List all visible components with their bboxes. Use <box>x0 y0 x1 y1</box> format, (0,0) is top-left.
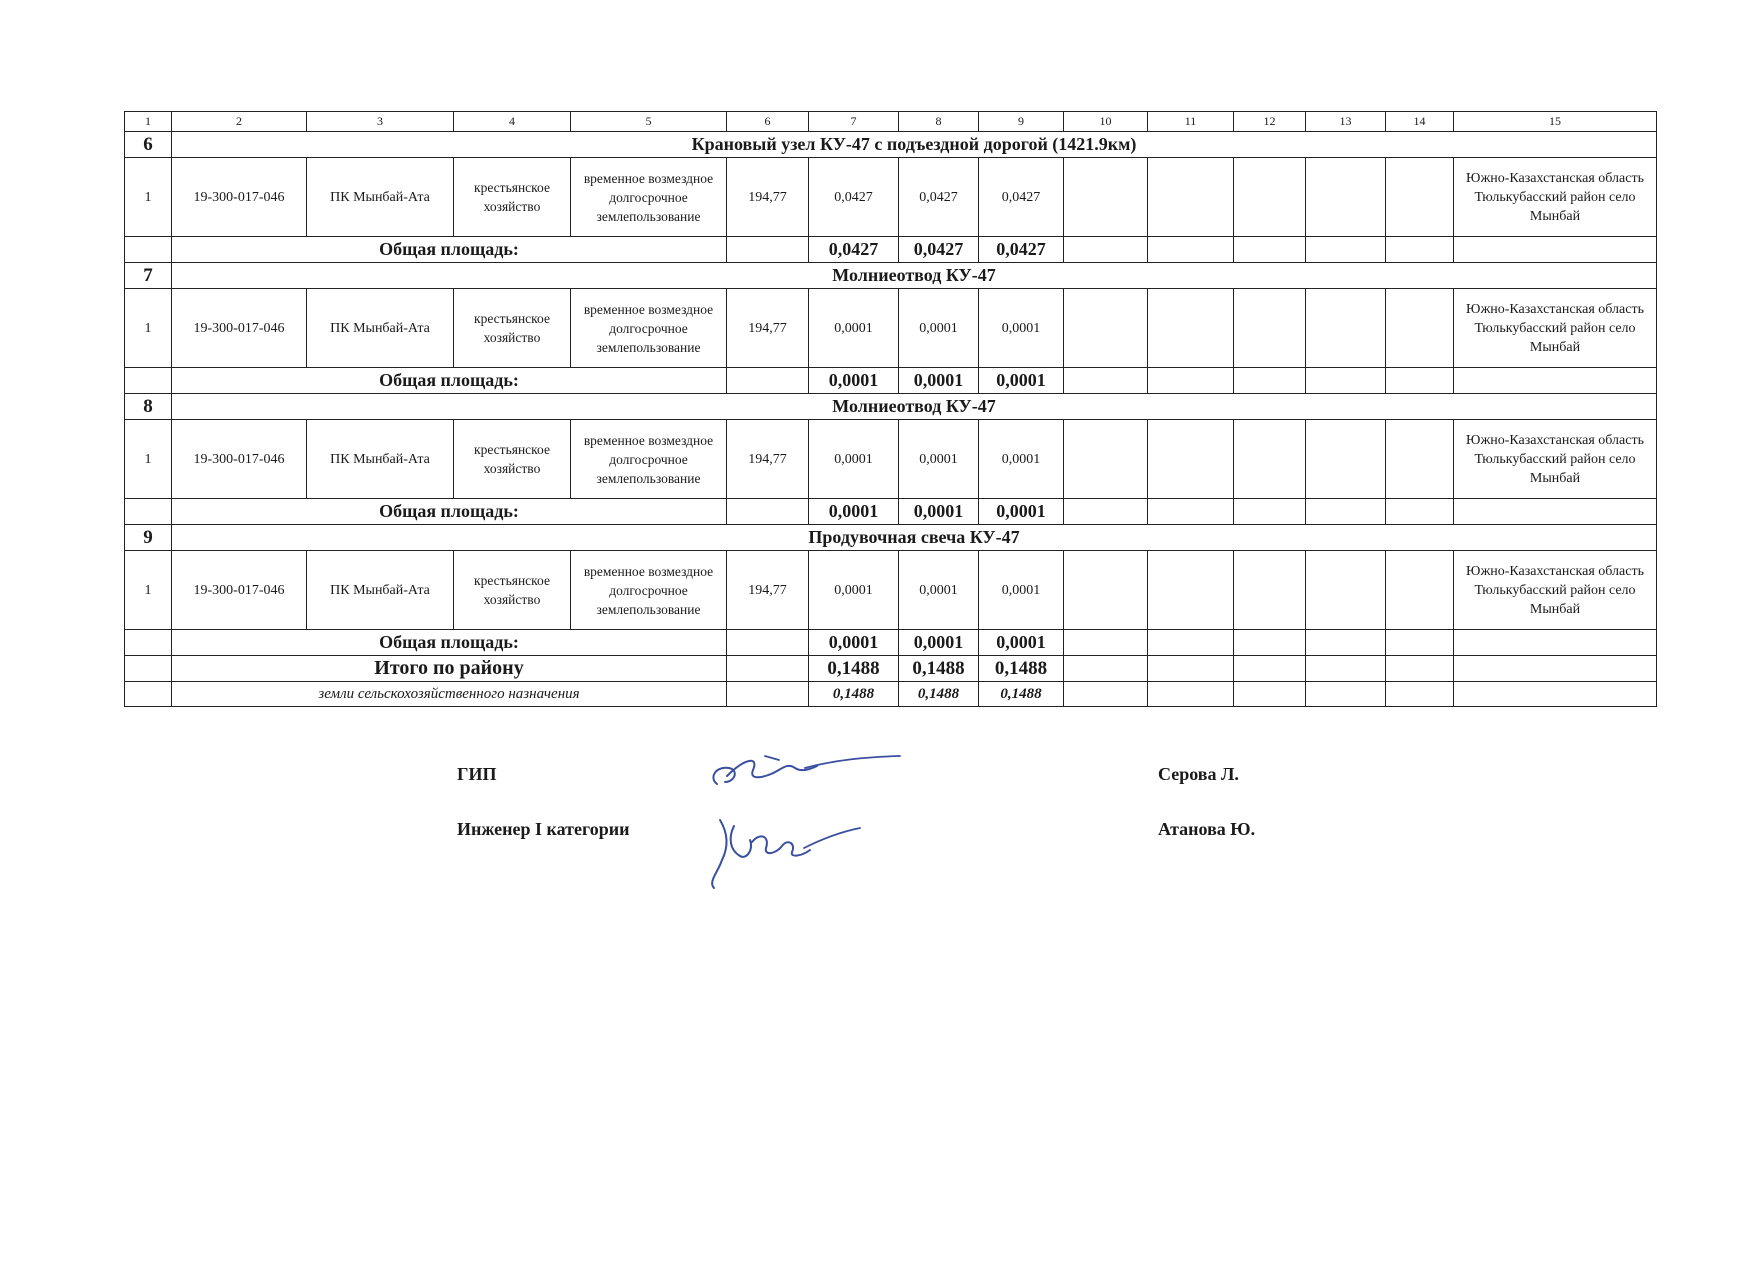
empty-cell-col11 <box>1148 158 1234 237</box>
empty-cell-col12 <box>1234 420 1306 499</box>
empty-cell-col12 <box>1234 551 1306 630</box>
handwritten-signature-gip <box>705 748 905 798</box>
land-category-value: 0,1488 <box>979 682 1064 707</box>
empty-cell-col14 <box>1386 289 1454 368</box>
land-category: крестьянское хозяйство <box>454 158 571 237</box>
column-number: 5 <box>571 112 727 132</box>
empty-cell-col15 <box>1454 682 1657 707</box>
subtotal-value: 0,0427 <box>899 237 979 263</box>
empty-cell-col13 <box>1306 420 1386 499</box>
subtotal-value: 0,0001 <box>899 499 979 525</box>
subtotal-value: 0,0001 <box>809 368 899 394</box>
cadastral-number: 19-300-017-046 <box>172 420 307 499</box>
section-number: 7 <box>125 263 172 289</box>
subtotal-label: Общая площадь: <box>172 237 727 263</box>
cadastral-number: 19-300-017-046 <box>172 289 307 368</box>
area-total: 194,77 <box>727 158 809 237</box>
table-row <box>125 158 1657 237</box>
empty-cell-col10 <box>1064 499 1148 525</box>
column-number-row <box>125 112 1657 132</box>
empty-cell-col10 <box>1064 630 1148 656</box>
area-col7: 0,0001 <box>809 551 899 630</box>
signature-role-gip: ГИП <box>457 764 497 784</box>
empty-cell-col15 <box>1454 237 1657 263</box>
subtotal-row <box>125 630 1657 656</box>
row-index: 1 <box>125 158 172 237</box>
subtotal-value: 0,0001 <box>899 630 979 656</box>
empty-cell-col14 <box>1386 682 1454 707</box>
area-col7: 0,0001 <box>809 289 899 368</box>
empty-cell-col11 <box>1148 237 1234 263</box>
empty-cell-col15 <box>1454 630 1657 656</box>
area-col8: 0,0427 <box>899 158 979 237</box>
district-total-label: Итого по району <box>172 656 727 682</box>
subtotal-value: 0,0001 <box>809 499 899 525</box>
subtotal-row <box>125 499 1657 525</box>
district-total-value: 0,1488 <box>899 656 979 682</box>
empty-cell-col10 <box>1064 237 1148 263</box>
section-title: Молниеотвод КУ-47 <box>172 263 1657 289</box>
column-number: 12 <box>1234 112 1306 132</box>
empty-cell-col10 <box>1064 551 1148 630</box>
land-allocation-table <box>124 111 1657 707</box>
signature-name-engineer: Атанова Ю. <box>1158 819 1256 839</box>
empty-cell-col10 <box>1064 656 1148 682</box>
area-col9: 0,0001 <box>979 551 1064 630</box>
empty-cell-col13 <box>1306 237 1386 263</box>
subtotal-value: 0,0001 <box>979 368 1064 394</box>
empty-cell-col6 <box>727 237 809 263</box>
empty-cell-col6 <box>727 368 809 394</box>
column-number: 1 <box>125 112 172 132</box>
empty-cell-col12 <box>1234 499 1306 525</box>
empty-cell-col15 <box>1454 656 1657 682</box>
empty-cell-col13 <box>1306 656 1386 682</box>
land-category-value: 0,1488 <box>809 682 899 707</box>
empty-cell-col13 <box>1306 499 1386 525</box>
column-number: 14 <box>1386 112 1454 132</box>
column-number: 15 <box>1454 112 1657 132</box>
subtotal-label: Общая площадь: <box>172 499 727 525</box>
table-row <box>125 551 1657 630</box>
column-number: 10 <box>1064 112 1148 132</box>
empty-cell-col11 <box>1148 499 1234 525</box>
land-category-label: земли сельскохозяйственного назначения <box>172 682 727 707</box>
empty-cell-col12 <box>1234 368 1306 394</box>
empty-cell-col13 <box>1306 158 1386 237</box>
handwritten-signature-engineer <box>700 810 870 890</box>
subtotal-value: 0,0427 <box>979 237 1064 263</box>
empty-cell-col10 <box>1064 368 1148 394</box>
column-number: 6 <box>727 112 809 132</box>
empty-cell <box>125 656 172 682</box>
area-col7: 0,0001 <box>809 420 899 499</box>
column-number: 3 <box>307 112 454 132</box>
row-index: 1 <box>125 289 172 368</box>
use-type: временное возмездное долгосрочное землепользование <box>571 551 727 630</box>
section-title-row <box>125 525 1657 551</box>
empty-cell-col15 <box>1454 499 1657 525</box>
empty-cell-col11 <box>1148 289 1234 368</box>
location: Южно-Казахстанская область Тюлькубасский район село Мынбай <box>1454 289 1657 368</box>
empty-cell-col10 <box>1064 682 1148 707</box>
empty-cell-col10 <box>1064 289 1148 368</box>
subtotal-label: Общая площадь: <box>172 630 727 656</box>
empty-cell-col13 <box>1306 551 1386 630</box>
land-user: ПК Мынбай-Ата <box>307 551 454 630</box>
use-type: временное возмездное долгосрочное землепользование <box>571 420 727 499</box>
subtotal-value: 0,0001 <box>899 368 979 394</box>
empty-cell-col11 <box>1148 551 1234 630</box>
empty-cell-col14 <box>1386 237 1454 263</box>
area-col9: 0,0427 <box>979 158 1064 237</box>
empty-cell-col12 <box>1234 656 1306 682</box>
empty-cell-col14 <box>1386 630 1454 656</box>
area-col8: 0,0001 <box>899 289 979 368</box>
cadastral-number: 19-300-017-046 <box>172 158 307 237</box>
area-col8: 0,0001 <box>899 420 979 499</box>
empty-cell-col11 <box>1148 368 1234 394</box>
empty-cell-col10 <box>1064 158 1148 237</box>
empty-cell-col12 <box>1234 682 1306 707</box>
empty-cell-col13 <box>1306 630 1386 656</box>
area-col8: 0,0001 <box>899 551 979 630</box>
column-number: 13 <box>1306 112 1386 132</box>
use-type: временное возмездное долгосрочное землепользование <box>571 289 727 368</box>
empty-cell-col14 <box>1386 368 1454 394</box>
land-category: крестьянское хозяйство <box>454 420 571 499</box>
section-title-row <box>125 394 1657 420</box>
section-title: Молниеотвод КУ-47 <box>172 394 1657 420</box>
section-title-row <box>125 132 1657 158</box>
empty-cell-col13 <box>1306 289 1386 368</box>
empty-cell-col14 <box>1386 656 1454 682</box>
empty-cell-col14 <box>1386 420 1454 499</box>
empty-cell-col12 <box>1234 289 1306 368</box>
section-title: Крановый узел КУ-47 с подъездной дорогой (1421.9км) <box>172 132 1657 158</box>
use-type: временное возмездное долгосрочное землепользование <box>571 158 727 237</box>
column-number: 4 <box>454 112 571 132</box>
subtotal-value: 0,0427 <box>809 237 899 263</box>
empty-cell-col11 <box>1148 420 1234 499</box>
subtotal-value: 0,0001 <box>809 630 899 656</box>
row-index: 1 <box>125 420 172 499</box>
empty-cell-col15 <box>1454 368 1657 394</box>
location: Южно-Казахстанская область Тюлькубасский район село Мынбай <box>1454 158 1657 237</box>
signature-name-gip: Серова Л. <box>1158 764 1239 784</box>
signature-role-engineer: Инженер I категории <box>457 819 630 839</box>
empty-cell-col6 <box>727 630 809 656</box>
land-category: крестьянское хозяйство <box>454 289 571 368</box>
cadastral-number: 19-300-017-046 <box>172 551 307 630</box>
location: Южно-Казахстанская область Тюлькубасский район село Мынбай <box>1454 420 1657 499</box>
section-number: 9 <box>125 525 172 551</box>
area-total: 194,77 <box>727 420 809 499</box>
column-number: 9 <box>979 112 1064 132</box>
land-user: ПК Мынбай-Ата <box>307 420 454 499</box>
subtotal-label: Общая площадь: <box>172 368 727 394</box>
location: Южно-Казахстанская область Тюлькубасский район село Мынбай <box>1454 551 1657 630</box>
column-number: 8 <box>899 112 979 132</box>
empty-cell-col11 <box>1148 682 1234 707</box>
empty-cell-col13 <box>1306 682 1386 707</box>
area-total: 194,77 <box>727 551 809 630</box>
column-number: 11 <box>1148 112 1234 132</box>
land-category-total-row <box>125 682 1657 707</box>
row-index: 1 <box>125 551 172 630</box>
section-title: Продувочная свеча КУ-47 <box>172 525 1657 551</box>
empty-cell-col13 <box>1306 368 1386 394</box>
section-number: 8 <box>125 394 172 420</box>
empty-cell-col11 <box>1148 656 1234 682</box>
empty-cell-col6 <box>727 656 809 682</box>
area-total: 194,77 <box>727 289 809 368</box>
subtotal-row <box>125 368 1657 394</box>
subtotal-row <box>125 237 1657 263</box>
table-row <box>125 420 1657 499</box>
empty-cell <box>125 630 172 656</box>
empty-cell <box>125 499 172 525</box>
land-user: ПК Мынбай-Ата <box>307 289 454 368</box>
empty-cell-col12 <box>1234 237 1306 263</box>
land-category: крестьянское хозяйство <box>454 551 571 630</box>
empty-cell-col6 <box>727 499 809 525</box>
empty-cell <box>125 682 172 707</box>
empty-cell-col14 <box>1386 551 1454 630</box>
table-row <box>125 289 1657 368</box>
empty-cell-col14 <box>1386 499 1454 525</box>
empty-cell-col14 <box>1386 158 1454 237</box>
section-number: 6 <box>125 132 172 158</box>
subtotal-value: 0,0001 <box>979 499 1064 525</box>
empty-cell <box>125 237 172 263</box>
district-total-value: 0,1488 <box>979 656 1064 682</box>
empty-cell-col10 <box>1064 420 1148 499</box>
subtotal-value: 0,0001 <box>979 630 1064 656</box>
empty-cell-col12 <box>1234 630 1306 656</box>
empty-cell-col11 <box>1148 630 1234 656</box>
land-user: ПК Мынбай-Ата <box>307 158 454 237</box>
empty-cell-col6 <box>727 682 809 707</box>
empty-cell <box>125 368 172 394</box>
area-col9: 0,0001 <box>979 289 1064 368</box>
column-number: 7 <box>809 112 899 132</box>
area-col9: 0,0001 <box>979 420 1064 499</box>
district-total-value: 0,1488 <box>809 656 899 682</box>
empty-cell-col12 <box>1234 158 1306 237</box>
land-category-value: 0,1488 <box>899 682 979 707</box>
district-total-row <box>125 656 1657 682</box>
column-number: 2 <box>172 112 307 132</box>
area-col7: 0,0427 <box>809 158 899 237</box>
section-title-row <box>125 263 1657 289</box>
